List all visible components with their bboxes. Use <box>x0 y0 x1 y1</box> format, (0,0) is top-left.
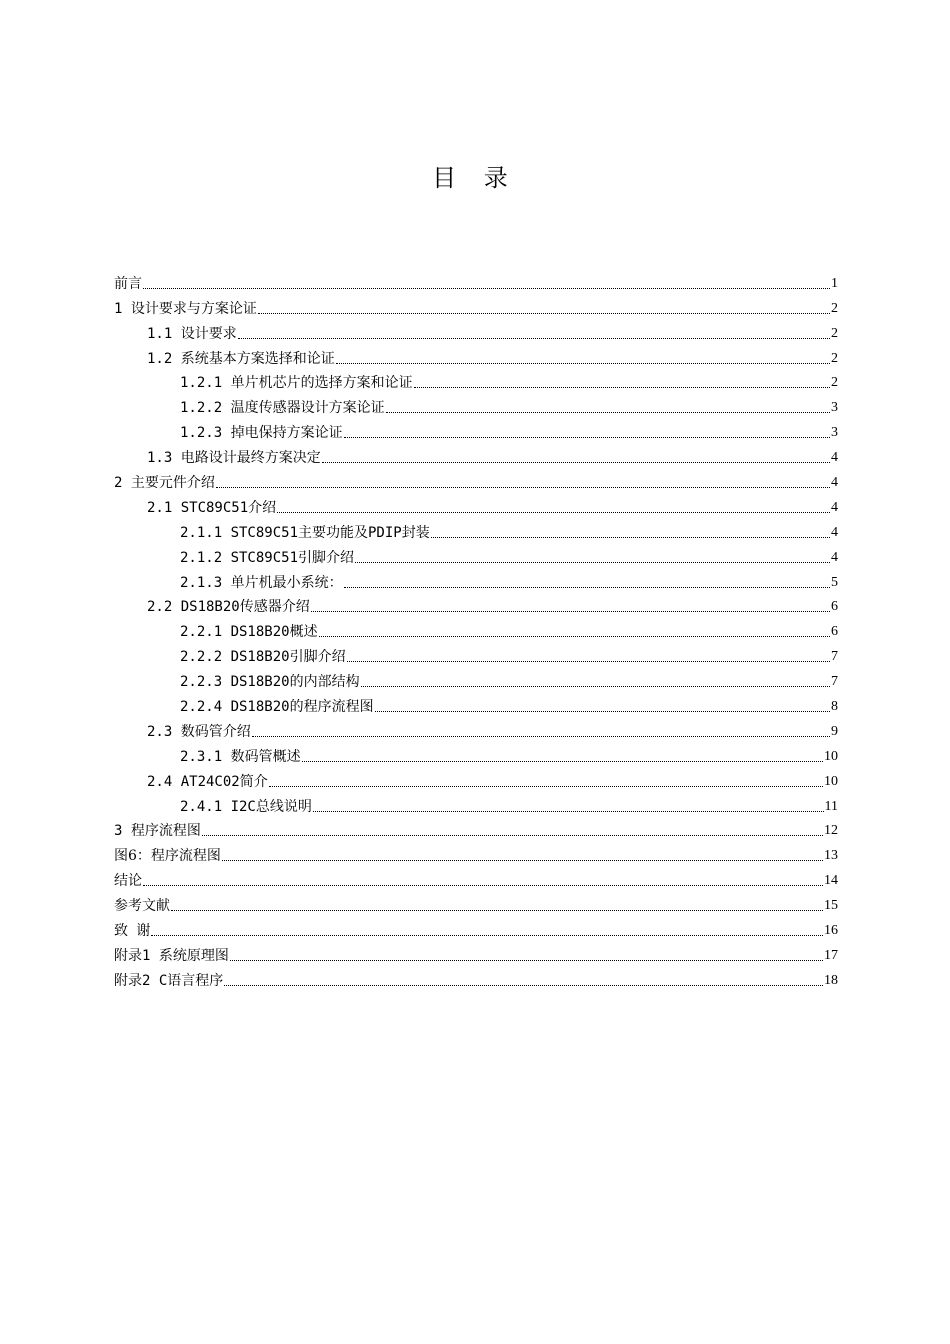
toc-entry-label: 2.1 STC89C51介绍 <box>147 499 277 516</box>
toc-leader-dots <box>375 698 830 716</box>
toc-leader-dots <box>269 773 823 791</box>
toc-leader-dots <box>224 972 823 990</box>
toc-entry-page-number: 13 <box>824 848 838 864</box>
toc-entry-label: 2.3.1 数码管概述 <box>180 748 301 765</box>
toc-entry[interactable] <box>114 965 838 990</box>
toc-entry[interactable] <box>114 741 838 766</box>
toc-entry[interactable] <box>114 915 838 940</box>
toc-leader-dots <box>171 897 823 915</box>
toc-entry[interactable] <box>114 641 838 666</box>
toc-entry-label: 参考文献 <box>114 898 170 915</box>
toc-entry-page-number: 7 <box>831 674 838 690</box>
toc-entry[interactable] <box>114 766 838 791</box>
toc-entry[interactable] <box>114 865 838 890</box>
toc-entry-label: 2.1.3 单片机最小系统： <box>180 574 343 591</box>
toc-entry-label: 2.2.4 DS18B20的程序流程图 <box>180 699 374 716</box>
toc-entry-page-number: 4 <box>831 524 838 540</box>
toc-entry[interactable] <box>114 791 838 816</box>
toc-entry[interactable] <box>114 467 838 492</box>
toc-entry-page-number: 2 <box>831 375 838 391</box>
toc-entry[interactable] <box>114 392 838 417</box>
toc-entry-page-number: 3 <box>831 425 838 441</box>
toc-leader-dots <box>344 574 830 592</box>
toc-entry[interactable] <box>114 268 838 293</box>
toc-leader-dots <box>230 947 823 965</box>
toc-entry-page-number: 18 <box>824 972 838 988</box>
toc-entry-page-number: 10 <box>824 773 838 789</box>
toc-entry-label: 附录1 系统原理图 <box>114 947 229 964</box>
toc-leader-dots <box>277 499 830 517</box>
toc-entry-label: 1.2.1 单片机芯片的选择方案和论证 <box>180 375 413 392</box>
toc-leader-dots <box>322 449 830 467</box>
toc-entry[interactable] <box>114 293 838 318</box>
toc-leader-dots <box>151 922 823 940</box>
toc-leader-dots <box>361 673 830 691</box>
toc-entry[interactable] <box>114 666 838 691</box>
toc-entry-page-number: 7 <box>831 649 838 665</box>
toc-entry-page-number: 2 <box>831 325 838 341</box>
toc-entry-page-number: 2 <box>831 300 838 316</box>
toc-entry-page-number: 11 <box>824 798 838 814</box>
toc-entry[interactable] <box>114 442 838 467</box>
toc-entry-page-number: 4 <box>831 499 838 515</box>
toc-entry[interactable] <box>114 816 838 841</box>
toc-entry-page-number: 10 <box>824 748 838 764</box>
toc-leader-dots <box>355 549 830 567</box>
toc-entry-page-number: 5 <box>831 574 838 590</box>
toc-entry-page-number: 16 <box>824 923 838 939</box>
toc-entry-label: 2.4 AT24C02简介 <box>147 773 268 790</box>
toc-entry-page-number: 1 <box>831 275 838 291</box>
toc-entry[interactable] <box>114 592 838 617</box>
toc-entry[interactable] <box>114 616 838 641</box>
toc-entry[interactable] <box>114 343 838 368</box>
toc-entry-label: 1.3 电路设计最终方案决定 <box>147 450 321 467</box>
toc-leader-dots <box>414 374 830 392</box>
toc-entry-label: 附录2 C语言程序 <box>114 972 224 989</box>
toc-entry-label: 2.2.1 DS18B20概述 <box>180 624 318 641</box>
toc-leader-dots <box>143 275 830 293</box>
toc-entry[interactable] <box>114 417 838 442</box>
toc-entry[interactable] <box>114 890 838 915</box>
toc-entry-label: 1.2.3 掉电保持方案论证 <box>180 425 343 442</box>
toc-entry-label: 1 设计要求与方案论证 <box>114 300 257 317</box>
toc-entry[interactable] <box>114 940 838 965</box>
toc-leader-dots <box>313 798 824 816</box>
toc-entry[interactable] <box>114 542 838 567</box>
toc-leader-dots <box>319 623 830 641</box>
toc-leader-dots <box>216 474 830 492</box>
toc-leader-dots <box>202 822 823 840</box>
toc-entry-page-number: 15 <box>824 898 838 914</box>
toc-entry[interactable] <box>114 492 838 517</box>
toc-leader-dots <box>336 350 830 368</box>
toc-entry-page-number: 9 <box>831 723 838 739</box>
toc-leader-dots <box>386 399 830 417</box>
toc-entry-label: 2.4.1 I2C总线说明 <box>180 798 312 815</box>
toc-entry-label: 图6：程序流程图 <box>114 848 221 865</box>
toc-entry-label: 1.2.2 温度传感器设计方案论证 <box>180 400 385 417</box>
toc-leader-dots <box>143 872 823 890</box>
toc-entry-label: 3 程序流程图 <box>114 823 201 840</box>
page-title: 目 录 <box>432 164 518 192</box>
toc-entry-page-number: 2 <box>831 350 838 366</box>
toc-entry-page-number: 4 <box>831 549 838 565</box>
toc-entry-label: 2.1.2 STC89C51引脚介绍 <box>180 549 355 566</box>
toc-entry-label: 2 主要元件介绍 <box>114 475 215 492</box>
toc-entry-label: 1.2 系统基本方案选择和论证 <box>147 350 335 367</box>
toc-entry-page-number: 4 <box>831 450 838 466</box>
toc-entry-label: 2.2 DS18B20传感器介绍 <box>147 599 310 616</box>
toc-entry-label: 2.2.3 DS18B20的内部结构 <box>180 674 360 691</box>
toc-entry-label: 结论 <box>114 873 142 890</box>
toc-entry[interactable] <box>114 517 838 542</box>
toc-entry-page-number: 3 <box>831 400 838 416</box>
toc-leader-dots <box>431 524 830 542</box>
toc-leader-dots <box>302 748 823 766</box>
toc-entry-label: 2.2.2 DS18B20引脚介绍 <box>180 649 346 666</box>
toc-entry-page-number: 6 <box>831 599 838 615</box>
toc-entry[interactable] <box>114 716 838 741</box>
toc-entry[interactable] <box>114 840 838 865</box>
toc-entry-page-number: 17 <box>824 947 838 963</box>
toc-leader-dots <box>311 598 830 616</box>
toc-entry-page-number: 14 <box>824 873 838 889</box>
toc-entry-label: 2.3 数码管介绍 <box>147 723 251 740</box>
toc-entry-page-number: 4 <box>831 475 838 491</box>
toc-entry[interactable] <box>114 368 838 393</box>
toc-leader-dots <box>222 847 823 865</box>
table-of-contents <box>114 268 838 990</box>
toc-leader-dots <box>344 424 830 442</box>
toc-leader-dots <box>238 325 830 343</box>
toc-entry-label: 前言 <box>114 275 142 292</box>
toc-entry-label: 致 谢 <box>114 923 151 940</box>
toc-entry[interactable] <box>114 567 838 592</box>
toc-leader-dots <box>258 300 830 318</box>
toc-leader-dots <box>252 723 830 741</box>
toc-entry-label: 1.1 设计要求 <box>147 325 237 342</box>
toc-entry[interactable] <box>114 318 838 343</box>
toc-entry[interactable] <box>114 691 838 716</box>
toc-entry-page-number: 6 <box>831 624 838 640</box>
toc-entry-label: 2.1.1 STC89C51主要功能及PDIP封装 <box>180 524 430 541</box>
toc-entry-page-number: 12 <box>824 823 838 839</box>
toc-entry-page-number: 8 <box>831 699 838 715</box>
toc-leader-dots <box>347 648 830 666</box>
